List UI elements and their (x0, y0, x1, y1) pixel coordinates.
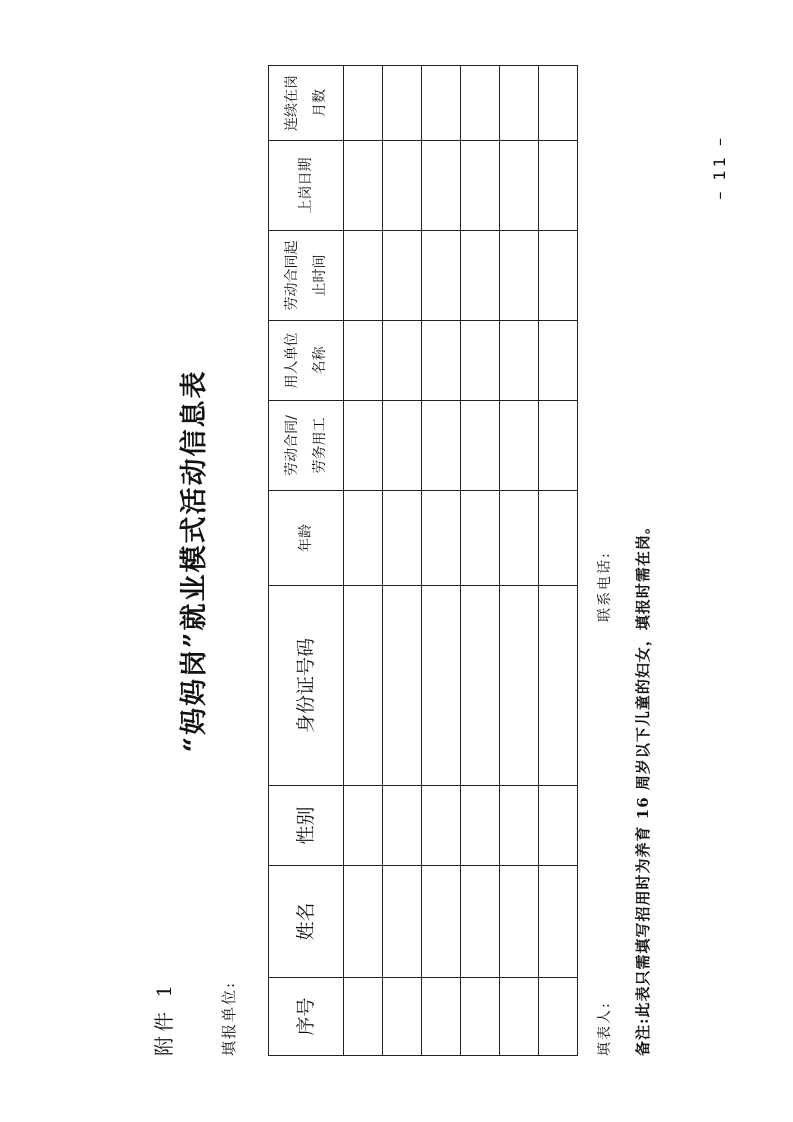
cell-start-date[interactable] (383, 141, 422, 231)
table-row (422, 66, 461, 1056)
cell-months-on-duty[interactable] (383, 66, 422, 141)
header-id-number: 身份证号码 (269, 586, 344, 786)
header-start-date: 上岗日期 (269, 141, 344, 231)
cell-employer-name[interactable] (539, 321, 578, 401)
cell-name[interactable] (344, 866, 383, 978)
cell-contract-period[interactable] (383, 231, 422, 321)
cell-index[interactable] (422, 978, 461, 1056)
cell-id-number[interactable] (539, 586, 578, 786)
cell-employer-name[interactable] (344, 321, 383, 401)
cell-id-number[interactable] (344, 586, 383, 786)
info-table (268, 65, 578, 1056)
cell-index[interactable] (539, 978, 578, 1056)
cell-age[interactable] (344, 491, 383, 586)
cell-name[interactable] (461, 866, 500, 978)
header-contract-type: 劳动合同/ 劳务用工 (269, 401, 344, 491)
page-number: – 11 – (710, 135, 729, 200)
cell-contract-period[interactable] (344, 231, 383, 321)
header-gender: 性别 (269, 786, 344, 866)
cell-id-number[interactable] (500, 586, 539, 786)
cell-id-number[interactable] (461, 586, 500, 786)
phone-label: 联系电话: (597, 551, 613, 622)
cell-employer-name[interactable] (422, 321, 461, 401)
cell-months-on-duty[interactable] (461, 66, 500, 141)
cell-start-date[interactable] (461, 141, 500, 231)
cell-age[interactable] (461, 491, 500, 586)
header-contract-period: 劳动合同起 止时间 (269, 231, 344, 321)
cell-name[interactable] (422, 866, 461, 978)
cell-gender[interactable] (383, 786, 422, 866)
page-number-wrap (710, 0, 729, 1122)
cell-gender[interactable] (539, 786, 578, 866)
fill-unit-label: 填报单位: (220, 980, 238, 1056)
cell-months-on-duty[interactable] (500, 66, 539, 141)
table-row (500, 66, 539, 1056)
table-row (539, 66, 578, 1056)
cell-contract-period[interactable] (422, 231, 461, 321)
cell-age[interactable] (383, 491, 422, 586)
table-header-row (269, 66, 344, 1056)
cell-start-date[interactable] (344, 141, 383, 231)
cell-months-on-duty[interactable] (422, 66, 461, 141)
cell-start-date[interactable] (500, 141, 539, 231)
cell-employer-name[interactable] (461, 321, 500, 401)
cell-contract-type[interactable] (539, 401, 578, 491)
cell-contract-period[interactable] (539, 231, 578, 321)
cell-age[interactable] (500, 491, 539, 586)
cell-index[interactable] (500, 978, 539, 1056)
header-age: 年龄 (269, 491, 344, 586)
cell-gender[interactable] (422, 786, 461, 866)
filler-label: 填表人: (597, 1001, 613, 1056)
cell-index[interactable] (344, 978, 383, 1056)
page-title: “妈妈岗”就业模式活动信息表 (179, 369, 210, 753)
header-index: 序号 (269, 978, 344, 1056)
table-row (461, 66, 500, 1056)
header-months-on-duty: 连续在岗 月数 (269, 66, 344, 141)
attachment-label: 附件 1 (152, 980, 176, 1056)
cell-contract-period[interactable] (461, 231, 500, 321)
cell-id-number[interactable] (422, 586, 461, 786)
header-employer-name: 用人单位 名称 (269, 321, 344, 401)
cell-name[interactable] (500, 866, 539, 978)
table-row (344, 66, 383, 1056)
cell-gender[interactable] (461, 786, 500, 866)
cell-start-date[interactable] (539, 141, 578, 231)
header-name: 姓名 (269, 866, 344, 978)
cell-gender[interactable] (344, 786, 383, 866)
table-row (383, 66, 422, 1056)
cell-name[interactable] (539, 866, 578, 978)
cell-contract-period[interactable] (500, 231, 539, 321)
cell-id-number[interactable] (383, 586, 422, 786)
cell-months-on-duty[interactable] (344, 66, 383, 141)
cell-age[interactable] (539, 491, 578, 586)
cell-employer-name[interactable] (383, 321, 422, 401)
cell-index[interactable] (383, 978, 422, 1056)
cell-age[interactable] (422, 491, 461, 586)
cell-months-on-duty[interactable] (539, 66, 578, 141)
cell-start-date[interactable] (422, 141, 461, 231)
cell-contract-type[interactable] (344, 401, 383, 491)
cell-contract-type[interactable] (383, 401, 422, 491)
cell-contract-type[interactable] (422, 401, 461, 491)
cell-name[interactable] (383, 866, 422, 978)
cell-contract-type[interactable] (461, 401, 500, 491)
cell-contract-type[interactable] (500, 401, 539, 491)
cell-employer-name[interactable] (500, 321, 539, 401)
cell-gender[interactable] (500, 786, 539, 866)
cell-index[interactable] (461, 978, 500, 1056)
footnote: 备注:此表只需填写招用时为养育 16 周岁以下儿童的妇女，填报时需在岗。 (634, 518, 652, 1056)
